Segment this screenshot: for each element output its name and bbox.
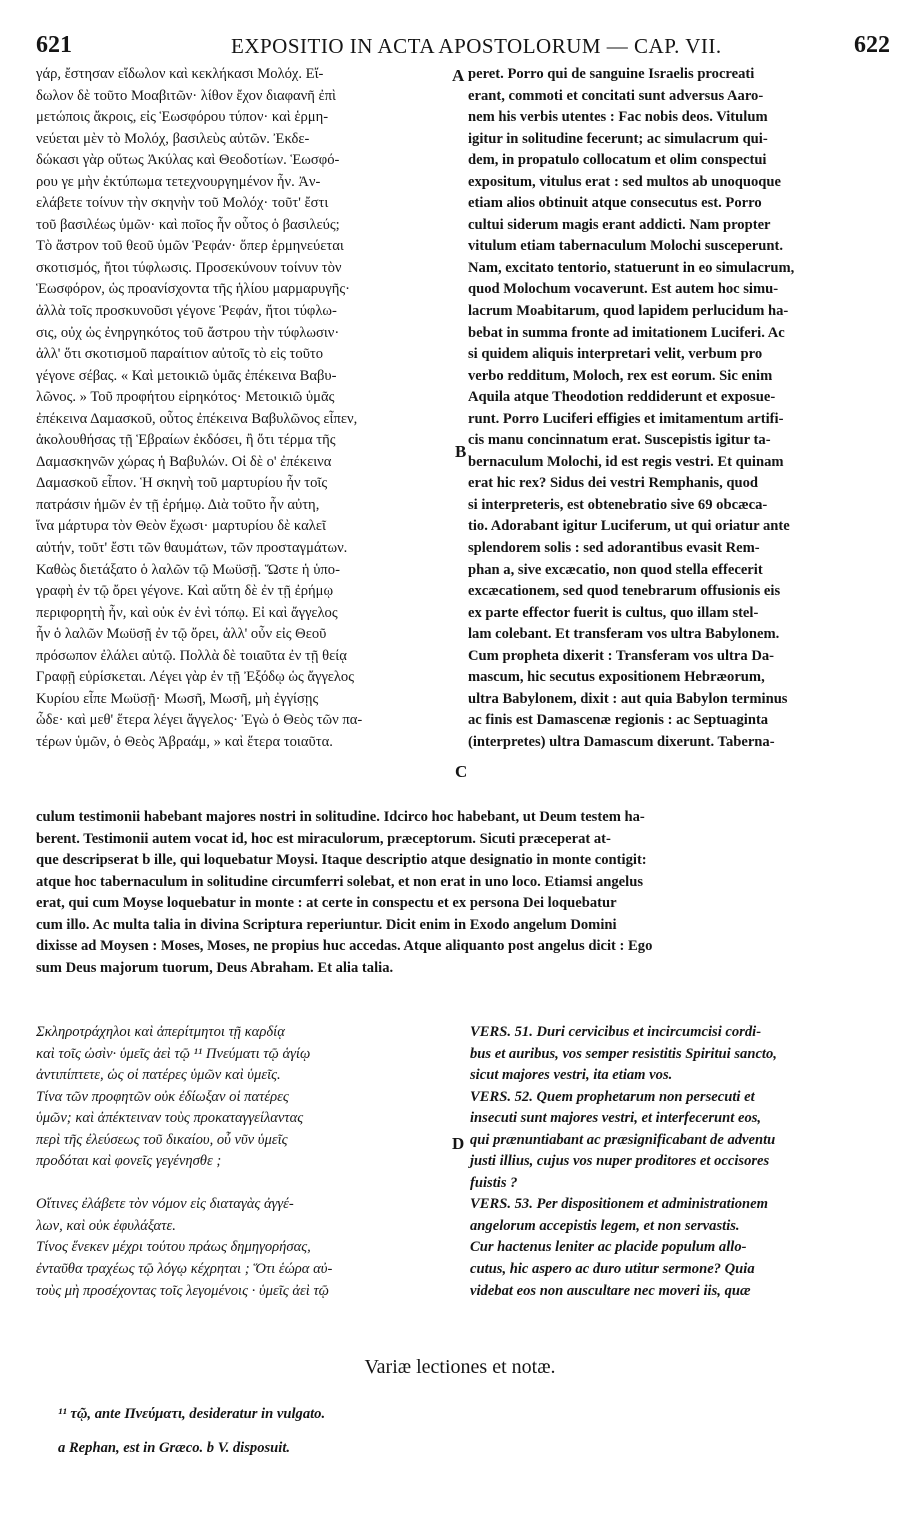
text-line: sicut majores vestri, ita etiam vos. bbox=[470, 1067, 673, 1084]
text-line: berent. Testimonii autem vocat id, hoc est miraculorum, præceptorum. Sicuti præceperat at- bbox=[36, 830, 611, 847]
text-line: cis manu concinnatum erat. Suscepistis igitur ta- bbox=[468, 432, 771, 449]
text-line: γραφὴ ἐν τῷ ὄρει γέγονε. Καὶ αὕτη δὲ ἐν τῇ ἐρήμῳ bbox=[36, 583, 334, 600]
text-line: σκοτισμός, ἤτοι τύφλωσις. Προσεκύνουν τοίνυν τὸν bbox=[36, 259, 342, 276]
page-header bbox=[36, 26, 890, 62]
text-line: τέρων ὑμῶν, ὁ Θεὸς Ἀβραάμ, » καὶ ἕτερα τοιαῦτα. bbox=[36, 733, 333, 750]
text-line: Τὸ ἄστρον τοῦ θεοῦ ὑμῶν Ῥεφάν· ὅπερ ἑρμηνεύεται bbox=[36, 238, 344, 255]
margin-letter-b: B bbox=[455, 442, 467, 461]
text-line: cultui siderum magis erant addicti. Nam propter bbox=[468, 216, 771, 233]
text-line: ρου γε μὴν ἐκτύπωμα τετεχνουργημένον ἦν. Ἀν- bbox=[36, 173, 321, 190]
text-line: si quidem aliquis interpretari velit, verbum pro bbox=[468, 346, 763, 363]
text-line: bus et auribus, vos semper resistitis Spiritui sancto, bbox=[470, 1045, 777, 1062]
text-line: verbo redditum, Moloch, rex est eorum. Sic enim bbox=[468, 367, 773, 384]
text-line: cutus, hic aspero ac duro utitur sermone? Quia bbox=[470, 1261, 755, 1278]
text-line: mascum, hic secutus expositionem Hebræorum, bbox=[468, 669, 765, 686]
text-line: Σκληροτράχηλοι καὶ ἀπερίτμητοι τῇ καρδίᾳ bbox=[36, 1024, 285, 1040]
text-line: δώκασι γὰρ οὕτως Ἀκύλας καὶ Θεοδοτίων. Ἑωσφό- bbox=[36, 152, 340, 169]
margin-letter-c: C bbox=[455, 762, 468, 781]
text-line: Δαμασκοῦ εἶπον. Ἡ σκηνὴ τοῦ μαρτυρίου ἦν τοῖς bbox=[36, 475, 328, 492]
text-line: Κυρίου εἶπε Μωϋσῇ· Μωσῆ, Μωσῆ, μὴ ἐγγίσῃς bbox=[36, 690, 319, 707]
latin-column-lower bbox=[470, 1022, 890, 1302]
text-line: Καθὼς διετάξατο ὁ λαλῶν τῷ Μωϋσῇ. Ὥστε ἡ ὑπο- bbox=[36, 561, 340, 578]
text-line: vitulum etiam tabernaculum Molochi susceperunt. bbox=[468, 238, 783, 255]
text-line: προδόται καὶ φονεῖς γεγένησθε ; bbox=[36, 1153, 222, 1170]
text-line: si interpreteris, est obtenebratio sive 69 obcæca- bbox=[468, 496, 768, 513]
text-line: (interpretes) ultra Damascum dixerunt. Taberna- bbox=[468, 733, 775, 750]
latin-column-upper bbox=[468, 64, 888, 754]
text-line: tio. Adorabant igitur Luciferum, ut qui oriatur ante bbox=[468, 518, 790, 535]
text-line: cum illo. Ac multa talia in divina Scriptura reperiuntur. Dicit enim in Exodo angelum Domini bbox=[36, 916, 617, 933]
text-line: λῶνος. » Τοῦ προφήτου εἰρηκότος· Μετοικιῶ ὑμᾶς bbox=[36, 389, 335, 406]
text-line: πατράσιν ἡμῶν ἐν τῇ ἐρήμῳ. Διὰ τοῦτο ἦν αὐτη, bbox=[36, 496, 320, 513]
text-line: Τίνος ἕνεκεν μέχρι τούτου πράως δημηγορήσας, bbox=[36, 1239, 311, 1256]
text-line: περιφορητὴ ἦν, καὶ οὐκ ἐν ἑνὶ τόπῳ. Εἰ καὶ ἄγγελος bbox=[36, 604, 338, 621]
text-line: erat, qui cum Moyse loquebatur in monte : at certe in conspectu et ex persona Dei loquebatur bbox=[36, 895, 617, 912]
text-line: ἀκολουθήσας τῇ Ἑβραίων ἐκδόσει, ἢ ὅτι τέρμα τῆς bbox=[36, 432, 336, 449]
text-line: bernaculum Molochi, id est regis vestri. Et quinam bbox=[468, 453, 784, 470]
footnote-2: a Rephan, est in Græco. b V. disposuit. bbox=[58, 1440, 291, 1456]
text-line: πρόσωπον ἐλάλει αὐτῷ. Πολλὰ δὲ τοιαῦτα ἐν τῇ θείᾳ bbox=[36, 647, 347, 664]
text-line: Γραφῇ εὑρίσκεται. Λέγει γὰρ ἐν τῇ Ἐξόδῳ ὡς ἄγγελος bbox=[36, 669, 354, 686]
text-line: dem, in propatulo collocatum et olim conspectui bbox=[468, 152, 767, 169]
text-line: lam colebant. Et transferam vos ultra Babylonem. bbox=[468, 626, 780, 643]
text-line: ἐπέκεινα Δαμασκοῦ, οὗτος ἐπέκεινα Βαβυλῶνος εἶπεν, bbox=[36, 410, 358, 427]
text-line: erant, commoti et concitati sunt adversus Aaro- bbox=[468, 87, 764, 104]
text-line: γέγονε σέβας. « Καὶ μετοικιῶ ὑμᾶς ἐπέκεινα Βαβυ- bbox=[36, 367, 337, 384]
text-line: ἐνταῦθα τραχέως τῷ λόγῳ κέχρηται ; Ὅτι ἑώρα αὐ- bbox=[36, 1261, 333, 1278]
text-line: atque hoc tabernaculum in solitudine circumferri solebat, et non erat in uno loco. Etiamsi angelus bbox=[36, 873, 643, 890]
text-line: καὶ τοῖς ὠσὶν· ὑμεῖς ἀεὶ τῷ ¹¹ Πνεύματι τῷ ἁγίῳ bbox=[36, 1045, 311, 1062]
text-line: VERS. 53. Per dispositionem et administrationem bbox=[470, 1196, 768, 1213]
text-line: Cum propheta dixerit : Transferam vos ultra Da- bbox=[468, 647, 775, 664]
text-line: quod Molochum vocaverunt. Est autem hoc simu- bbox=[468, 281, 779, 298]
text-line: phan a, sive excæcatio, non quod stella effecerit bbox=[468, 561, 763, 578]
greek-column-upper bbox=[36, 64, 446, 754]
text-line: ελάβετε τοίνυν τὴν σκηνὴν τοῦ Μολόχ· τοῦτ' ἔστι bbox=[36, 195, 329, 212]
text-line: ἀλλὰ τοῖς προσκυνοῦσι γέγονε Ῥεφάν, ἤτοι τύφλω- bbox=[36, 303, 337, 320]
text-line: Nam, excitato tentorio, statuerunt in eo simulacrum, bbox=[468, 259, 795, 276]
text-line: que descripserat b ille, qui loquebatur Moysi. Itaque descriptio atque designatio in monte contigit: bbox=[36, 852, 647, 869]
text-line: VERS. 52. Quem prophetarum non persecuti et bbox=[470, 1088, 755, 1105]
text-line: Δαμασκηνῶν χώρας ἡ Βαβυλών. Οἱ δὲ ο' ἐπέκεινα bbox=[36, 453, 332, 470]
text-line: ὧδε· καὶ μεθ' ἕτερα λέγει ἄγγελος· Ἐγὼ ὁ Θεὸς τῶν πα- bbox=[36, 712, 363, 729]
text-line: culum testimonii habebant majores nostri in solitudine. Idcirco hoc habebant, ut Deum testem ha- bbox=[36, 809, 645, 825]
variae-lectiones-title: Variæ lectiones et notæ. bbox=[364, 1356, 556, 1378]
text-line: lacrum Moabitarum, quod lapidem perlucidum ha- bbox=[468, 303, 789, 320]
text-line bbox=[36, 1173, 466, 1195]
text-line: justi illius, cujus vos nuper proditores et occisores bbox=[470, 1153, 770, 1170]
text-line: videbat eos non auscultare nec moveri iis, quæ bbox=[470, 1282, 751, 1299]
text-line: τοῦ βασιλέως ὑμῶν· καὶ ποῖος ἦν οὗτος ὁ βασιλεύς; bbox=[36, 216, 340, 233]
text-line: expositum, vitulus erat : sed multos ab unoquoque bbox=[468, 173, 782, 190]
text-line: περὶ τῆς ἐλεύσεως τοῦ δικαίου, οὗ νῦν ὑμεῖς bbox=[36, 1131, 288, 1148]
running-title: EXPOSITIO IN ACTA APOSTOLORUM — CAP. VII. bbox=[231, 34, 722, 58]
text-line: peret. Porro qui de sanguine Israelis procreati bbox=[468, 66, 755, 82]
text-line: sum Deus majorum tuorum, Deus Abraham. Et alia talia. bbox=[36, 959, 394, 976]
margin-letter-a: A bbox=[452, 66, 465, 85]
text-line: dixisse ad Moysen : Moses, Moses, ne propius huc accedas. Atque aliquanto post angelus dicit : Ego bbox=[36, 938, 653, 955]
text-line: nem his verbis utentes : Fac nobis deos. Vitulum bbox=[468, 109, 768, 126]
text-line: splendorem solis : sed adorantibus evasit Rem- bbox=[468, 540, 760, 557]
text-line: ex parte effector fuerit is cultus, quo illam stel- bbox=[468, 604, 759, 621]
text-line: Τίνα τῶν προφητῶν οὐκ ἐδίωξαν οἱ πατέρες bbox=[36, 1088, 289, 1105]
text-line: etiam alios obtinuit atque consecutus est. Porro bbox=[468, 195, 762, 212]
text-line: δωλον δὲ τοῦτο Μοαβιτῶν· λίθον ἔχον διαφανῆ ἐπὶ bbox=[36, 87, 336, 104]
margin-letter-d: D bbox=[452, 1134, 465, 1153]
text-line: Aquila atque Theodotion reddiderunt et exposue- bbox=[468, 389, 776, 406]
text-line: Cur hactenus leniter ac placide populum allo- bbox=[470, 1239, 747, 1256]
text-line: αὐτήν, τοῦτ' ἔστι τῶν θαυμάτων, τῶν προσταγμάτων. bbox=[36, 540, 348, 557]
text-line: ἀλλ' ὅτι σκοτισμοῦ παραίτιον αὐτοῖς τὸ εἰς τοῦτο bbox=[36, 346, 324, 363]
text-line: ac finis est Damascenæ regionis : ac Septuaginta bbox=[468, 712, 769, 729]
text-line: ὑμῶν; καὶ ἀπέκτειναν τοὺς προκαταγγείλαντας bbox=[36, 1110, 304, 1127]
text-line: bebat in summa fronte ad imitationem Luciferi. Ac bbox=[468, 324, 785, 341]
text-line: ἀντιπίπτετε, ὡς οἱ πατέρες ὑμῶν καὶ ὑμεῖς. bbox=[36, 1067, 281, 1084]
text-line: νεύεται μὲν τὸ Μολόχ, βασιλεὺς αὐτῶν. Ἐκδε- bbox=[36, 130, 310, 147]
text-line: ultra Babylonem, dixit : aut quia Babylon terminus bbox=[468, 690, 788, 707]
footnote-1: ¹¹ τῷ, ante Πνεύματι, desideratur in vulgato. bbox=[58, 1406, 326, 1422]
text-line: igitur in solitudine fecerunt; ac simulacrum qui- bbox=[468, 130, 768, 147]
text-line: qui prænuntiabant ac præsignificabant de adventu bbox=[470, 1131, 776, 1148]
greek-column-lower bbox=[36, 1022, 466, 1302]
text-line: VERS. 51. Duri cervicibus et incircumcisi cordi- bbox=[470, 1024, 762, 1040]
text-line: μετώποις ἄκροις, εἰς Ἑωσφόρου τύπον· καὶ ἑρμη- bbox=[36, 109, 329, 126]
text-line: γάρ, ἔστησαν εἴδωλον καὶ κεκλήκασι Μολόχ. Εἴ- bbox=[36, 66, 324, 82]
text-line: excæcationem, sed quod tenebrarum offusionis eis bbox=[468, 583, 781, 600]
text-line: ἦν ὁ λαλῶν Μωϋσῇ ἐν τῷ ὄρει, ἀλλ' οὖν εἰς Θεοῦ bbox=[36, 626, 327, 643]
text-line: angelorum accepistis legem, et non servastis. bbox=[470, 1217, 740, 1234]
text-line: Ἑωσφόρον, ὡς προανίσχοντα τῆς ἡλίου μαρμαρυγῆς· bbox=[36, 281, 350, 298]
text-line: Οἵτινες ἐλάβετε τὸν νόμον εἰς διαταγὰς ἀγγέ- bbox=[36, 1196, 294, 1213]
latin-full-width-block bbox=[36, 807, 884, 979]
text-line: fuistis ? bbox=[470, 1174, 518, 1191]
text-line: σις, οὐχ ὡς ἐνηργηκότος τοῦ ἄστρου τὴν τύφλωσιν· bbox=[36, 324, 340, 341]
text-line: ἵνα μάρτυρα τὸν Θεὸν ἔχωσι· μαρτυρίου δὲ καλεῖ bbox=[36, 518, 326, 535]
text-line: insecuti sunt majores vestri, et interfecerunt eos, bbox=[470, 1110, 762, 1127]
text-line: runt. Porro Luciferi effigies et imitamentum artifi- bbox=[468, 410, 784, 427]
page-number-left: 621 bbox=[36, 32, 72, 58]
page-number-right: 622 bbox=[854, 32, 890, 58]
text-line: τοὺς μὴ προσέχοντας τοῖς λεγομένοις · ὑμεῖς ἀεὶ τῷ bbox=[36, 1282, 329, 1299]
text-line: λων, καὶ οὐκ ἐφυλάξατε. bbox=[36, 1217, 176, 1234]
text-line: erat hic rex? Sidus dei vestri Remphanis, quod bbox=[468, 475, 759, 492]
